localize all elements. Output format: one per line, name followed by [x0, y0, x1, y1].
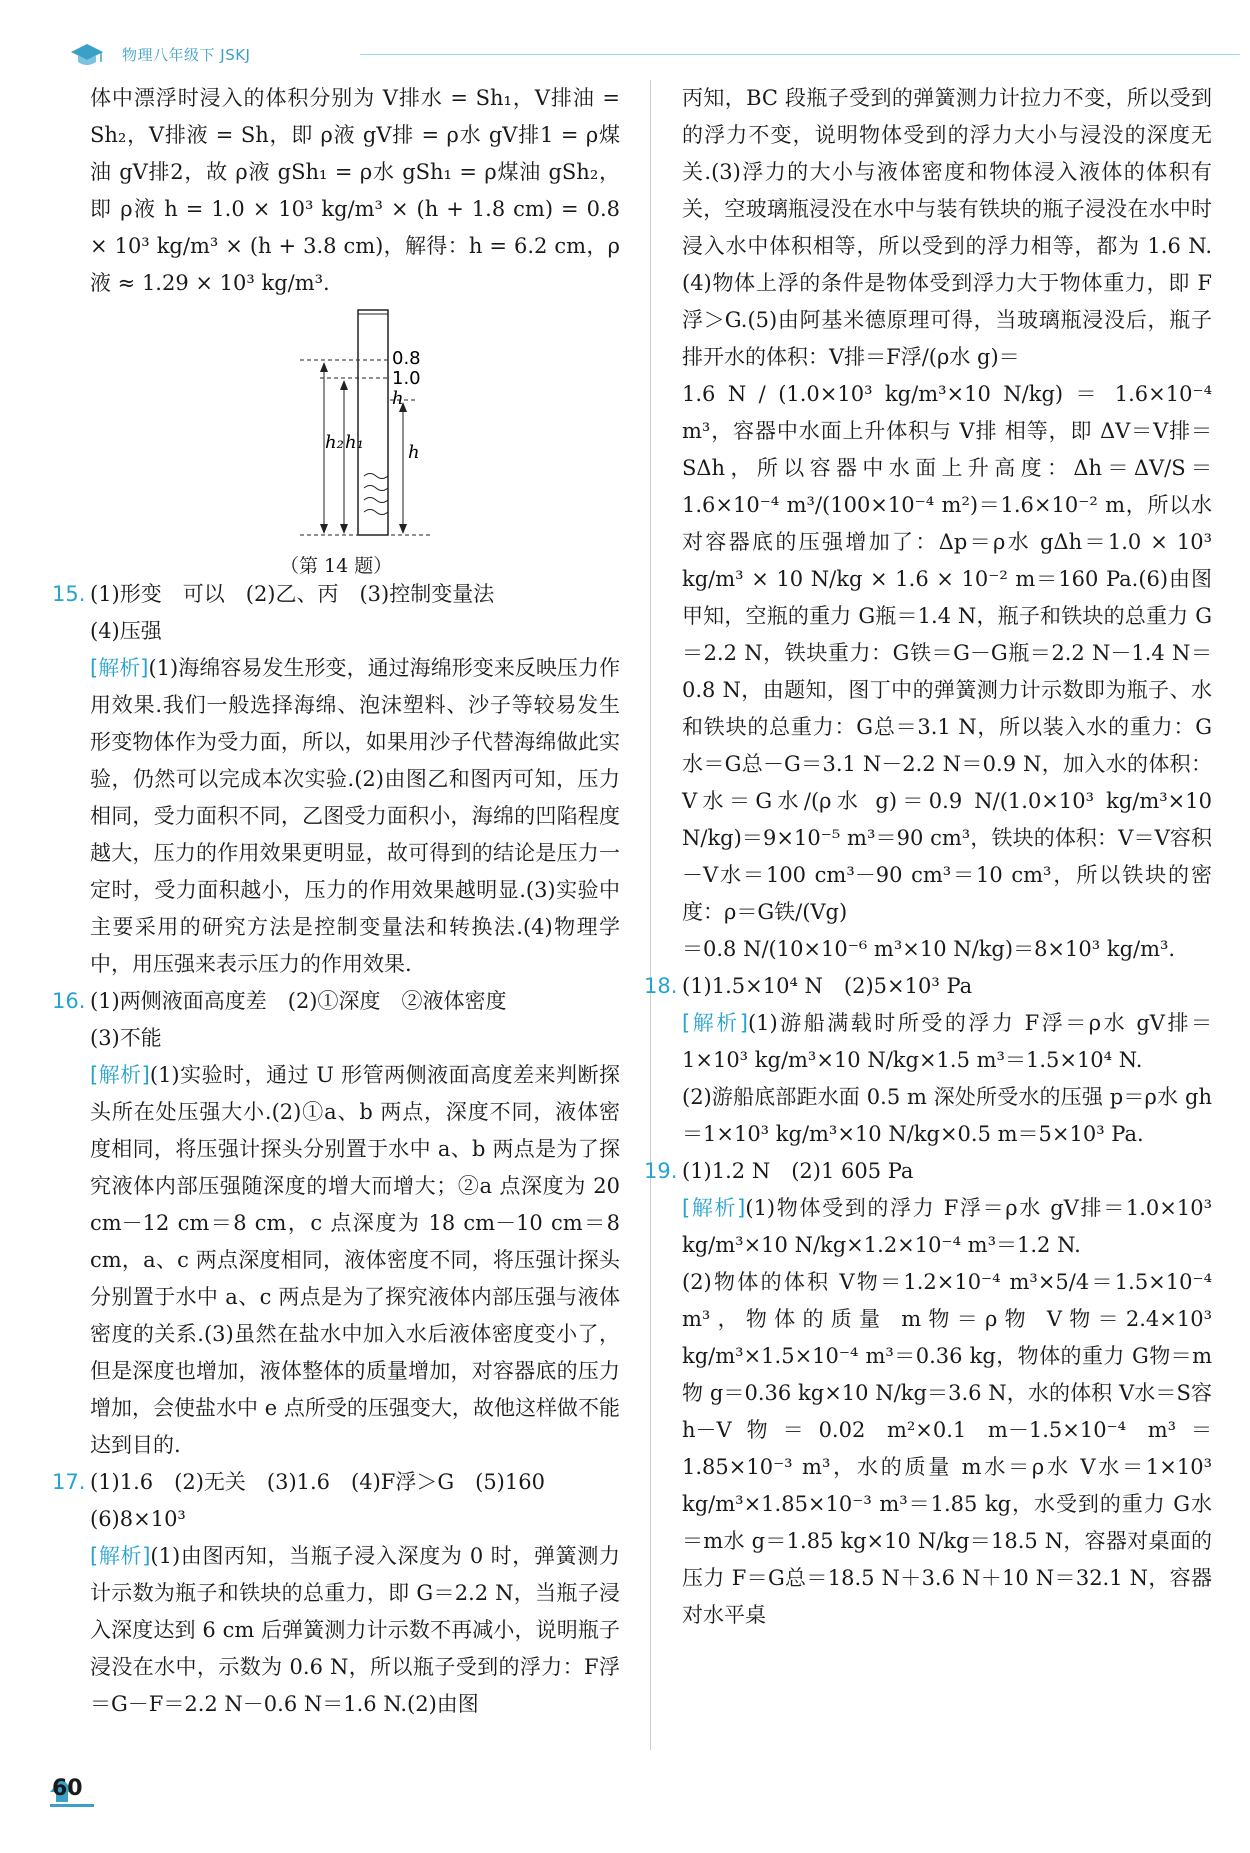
q16-explanation — [90, 1057, 620, 1464]
question-15 — [52, 576, 620, 983]
q19-explanation-1 — [682, 1190, 1212, 1264]
analysis-tag: [解析] — [682, 1196, 746, 1220]
q15-answer-2: (4)压强 — [90, 619, 162, 643]
header-title: 物理八年级下 JSKJ — [122, 46, 251, 64]
q17-continued-3: ＝0.8 N/(10×10⁻⁶ m³×10 N/kg)＝8×10³ kg/m³. — [682, 937, 1176, 961]
graduation-cap-icon — [70, 42, 104, 70]
label-h1: h₁ — [345, 432, 364, 453]
q17-continued-2: 1.6 N / (1.0×10³ kg/m³×10 N/kg) ＝ 1.6×10⁻⁴ m³，容器中水面上升体积与 V排 相等，即 ΔV＝V排＝SΔh，所以容器中水面上升高度：Δh＝ΔV/S＝1.6×10⁻⁴ m³/(100×10⁻⁴ m²)＝1.6×10⁻² m，所以水对容器底的压强增加了：Δp＝ρ水 gΔh＝1.0 × 10³ kg/m³ × 10 N/kg × 1.6 × 10⁻² m＝160 Pa.(6)由图甲知，空瓶的重力 G瓶＝1.4 N，瓶子和铁块的总重力 G＝2.2 N，铁块重力：G铁＝G－G瓶＝2.2 N－1.4 N＝0.8 N，由题知，图丁中的弹簧测力计示数即为瓶子、水和铁块的总重力：G总＝3.1 N，所以装入水的重力：G水＝G总－G＝3.1 N－2.2 N＝0.9 N，加入水的体积：V水＝G水/(ρ水 g)＝0.9 N/(1.0×10³ kg/m³×10 N/kg)＝9×10⁻⁵ m³＝90 cm³，铁块的体积：V＝V容积－V水＝100 cm³－90 cm³＝10 cm³，所以铁块的密度：ρ＝G铁/(Vg) — [682, 382, 1212, 924]
label-h-top: h — [392, 388, 404, 409]
label-0-8: 0.8 — [392, 348, 421, 369]
q18-explanation-2: (2)游船底部距水面 0.5 m 深处所受水的压强 p＝ρ水 gh＝1×10³ kg/m³×10 N/kg×0.5 m＝5×10³ Pa. — [682, 1085, 1212, 1146]
q18-explanation-1 — [682, 1005, 1212, 1079]
q19-explanation-2: (2)物体的体积 V物＝1.2×10⁻⁴ m³×5/4＝1.5×10⁻⁴ m³，物体的质量 m物＝ρ物 V物＝2.4×10³ kg/m³×1.5×10⁻⁴ m³＝0.36 kg，物体的重力 G物＝m物 g＝0.36 kg×10 N/kg＝3.6 N，水的体积 V水＝S容 h－V物＝0.02 m²×0.1 m－1.5×10⁻⁴ m³＝1.85×10⁻³ m³，水的质量 m水＝ρ水 V水＝1×10³ kg/m³×1.85×10⁻³ m³＝1.85 kg，水受到的重力 G水＝m水 g＝1.85 kg×10 N/kg＝18.5 N，容器对桌面的压力 F＝G总＝18.5 N＋3.6 N＋10 N＝32.1 N，容器对水平桌 — [682, 1270, 1212, 1627]
analysis-tag: [解析] — [682, 1011, 748, 1035]
q17-explanation-text: (1)由图丙知，当瓶子浸入深度为 0 时，弹簧测力计示数为瓶子和铁块的总重力，即 G＝2.2 N，当瓶子浸入深度达到 6 cm 后弹簧测力计示数不再减小，说明瓶子浸没在水中，示数为 0.6 N，所以瓶子受到的浮力：F浮＝G－F＝2.2 N－0.6 N＝1.6 N.(2)由图 — [90, 1544, 620, 1716]
q16-answer: (1)两侧液面高度差 (2)①深度 ②液体密度 — [90, 989, 507, 1013]
q19-explanation-text-1: (1)物体受到的浮力 F浮＝ρ水 gV排＝1.0×10³ kg/m³×10 N/kg×1.2×10⁻⁴ m³＝1.2 N. — [682, 1196, 1212, 1257]
left-column — [52, 80, 621, 1723]
q18-answer: (1)1.5×10⁴ N (2)5×10³ Pa — [682, 974, 973, 998]
analysis-tag: [解析] — [90, 1063, 150, 1087]
q16-explanation-text: (1)实验时，通过 U 形管两侧液面高度差来判断探头所在处压强大小.(2)①a、b 两点，深度不同，液体密度相同，将压强计探头分别置于水中 a、b 两点是为了探究液体内部压强随深度的增大而增大；②a 点深度为 20 cm－12 cm＝8 cm，c 点深度为 18 cm－10 cm＝8 cm，a、c 两点深度相同，液体密度不同，将压强计探头分别置于水中 a、c 两点是为了探究液体内部压强与液体密度的关系.(3)虽然在盐水中加入水后液体密度变小了，但是深度也增加，液体整体的质量增加，对容器底的压力增加，会使盐水中 e 点所受的压强变大，故他这样做不能达到目的. — [90, 1063, 621, 1457]
q17-explanation — [90, 1538, 620, 1723]
q15-number: 15. — [52, 582, 86, 606]
page-number: 60 — [52, 1776, 83, 1801]
q18-explanation-text-1: (1)游船满载时所受的浮力 F浮＝ρ水 gV排＝1×10³ kg/m³×10 N/kg×1.5 m³＝1.5×10⁴ N. — [682, 1011, 1212, 1072]
q19-number: 19. — [644, 1159, 678, 1183]
analysis-tag: [解析] — [90, 1544, 151, 1568]
question-17 — [52, 1464, 620, 1723]
column-divider — [650, 80, 651, 1750]
right-column — [644, 80, 1212, 1634]
q17-answer: (1)1.6 (2)无关 (3)1.6 (4)F浮＞G (5)160 — [90, 1470, 545, 1494]
q16-number: 16. — [52, 989, 86, 1013]
tube-diagram — [240, 306, 500, 546]
analysis-tag: [解析] — [90, 656, 149, 680]
q14-continued: 体中漂浮时浸入的体积分别为 V排水 = Sh₁，V排油 = Sh₂，V排液 = Sh，即 ρ液 gV排 = ρ水 gV排1 = ρ煤油 gV排2，故 ρ液 gSh₁ = ρ水 gSh₁ = ρ煤油 gSh₂，即 ρ液 h = 1.0 × 10³ kg/m³ × (h + 1.8 cm) = 0.8 × 10³ kg/m³ × (h + 3.8 cm)，解得：h = 6.2 cm，ρ液 ≈ 1.29 × 10³ kg/m³. — [90, 86, 620, 295]
q17-answer-2: (6)8×10³ — [90, 1507, 186, 1531]
q15-explanation — [90, 650, 620, 983]
question-18 — [644, 968, 1212, 1153]
header-rule — [360, 54, 1240, 55]
q18-number: 18. — [644, 974, 678, 998]
label-1-0: 1.0 — [392, 368, 421, 389]
label-h: h — [408, 442, 420, 463]
page-header — [60, 38, 1190, 78]
q14-figure — [90, 306, 620, 576]
label-h2: h₂ — [325, 432, 344, 453]
q16-answer-2: (3)不能 — [90, 1026, 162, 1050]
q15-explanation-text: (1)海绵容易发生形变，通过海绵形变来反映压力作用效果.我们一般选择海绵、泡沫塑料、沙子等较易发生形变物体作为受力面，所以，如果用沙子代替海绵做此实验，仍然可以完成本次实验.(2)由图乙和图丙可知，压力相同，受力面积不同，乙图受力面积小，海绵的凹陷程度越大，压力的作用效果更明显，故可得到的结论是压力一定时，受力面积越小，压力的作用效果越明显.(3)实验中主要采用的研究方法是控制变量法和转换法.(4)物理学中，用压强来表示压力的作用效果. — [90, 656, 620, 976]
figure-caption: （第 14 题） — [280, 555, 393, 577]
question-19 — [644, 1153, 1212, 1634]
question-16 — [52, 983, 621, 1464]
q17-number: 17. — [52, 1470, 86, 1494]
q15-answer: (1)形变 可以 (2)乙、丙 (3)控制变量法 — [90, 582, 495, 606]
q17-continued-1: 丙知，BC 段瓶子受到的弹簧测力计拉力不变，所以受到的浮力不变，说明物体受到的浮力大小与浸没的深度无关.(3)浮力的大小与液体密度和物体浸入液体的体积有关，空玻璃瓶浸没在水中与装有铁块的瓶子浸没在水中时浸入水中体积相等，所以受到的浮力相等，都为 1.6 N.(4)物体上浮的条件是物体受到浮力大于物体重力，即 F浮＞G.(5)由阿基米德原理可得，当玻璃瓶浸没后，瓶子排开水的体积：V排＝F浮/(ρ水 g)＝ — [682, 86, 1212, 369]
q19-answer: (1)1.2 N (2)1 605 Pa — [682, 1159, 914, 1183]
